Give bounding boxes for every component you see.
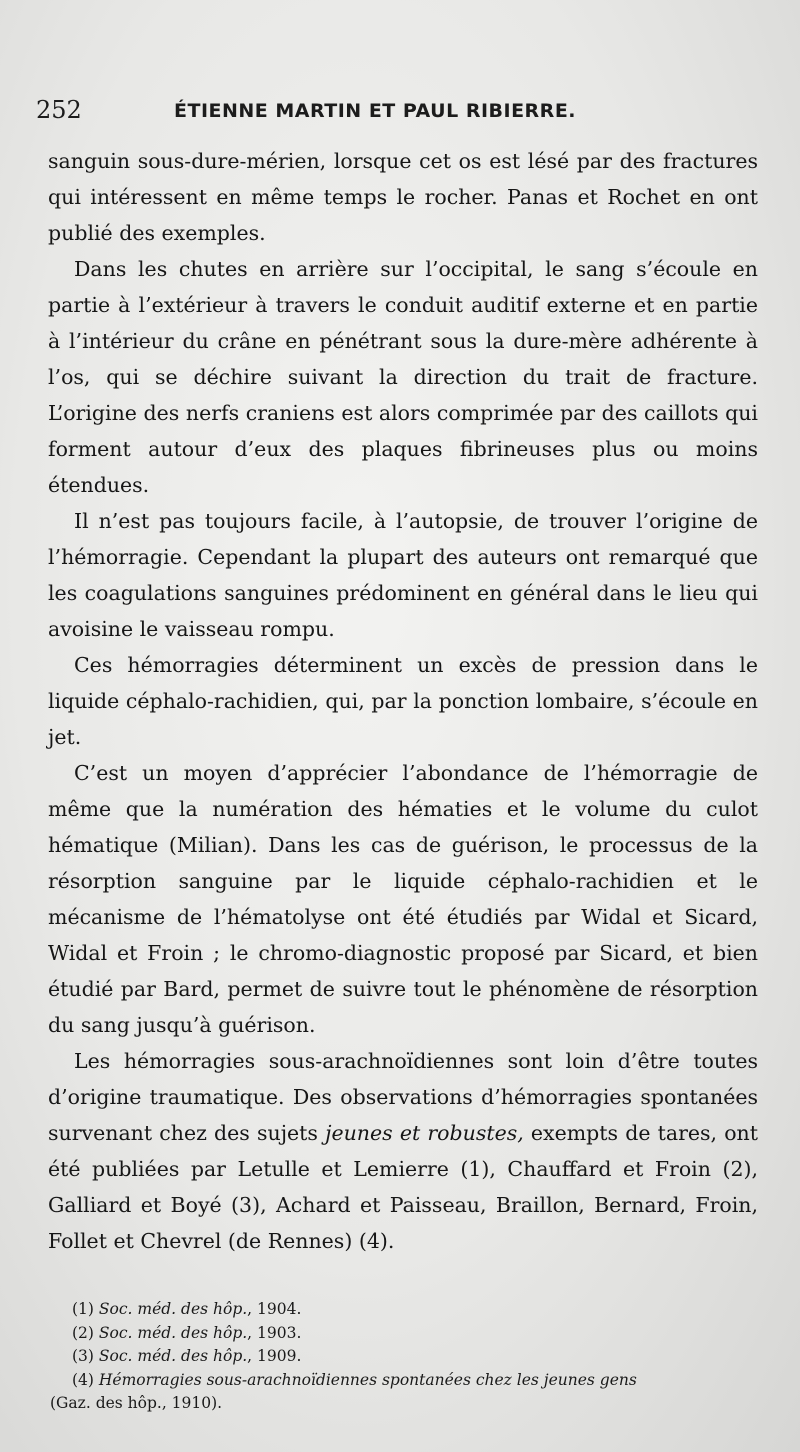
footnote-source: Soc. méd. des hôp. [98, 1347, 248, 1365]
paragraph-5: C’est un moyen d’apprécier l’abondance de l’hémorragie de même que la numération des hématies et le volume du culot hématique (Milian). Dans les cas de guérison, le processus de la résorption sanguine par le liquide céphalo-rachidien et le mécanisme de l’hématolyse ont été étudiés par Widal et Sicard, Widal et Froin ; le chromo-diagnostic proposé par Sicard, et bien étudié par Bard, permet de suivre tout le phénomène de résorption du sang jusqu’à guérison. [48, 761, 758, 1037]
footnote-3 [50, 1345, 762, 1369]
footnotes [50, 1298, 762, 1416]
running-head: ÉTIENNE MARTIN ET PAUL RIBIERRE. [174, 100, 577, 122]
footnote-year: , 1909. [247, 1347, 302, 1365]
footnote-year: , 1903. [247, 1323, 302, 1342]
paragraph-1: sanguin sous-dure-mérien, lorsque cet os est lésé par des fractures qui intéressent en même temps le rocher. Panas et Rochet en ont publié des exemples. [48, 149, 758, 245]
footnote-number: (1) [72, 1300, 99, 1318]
paragraph-2: Dans les chutes en arrière sur l’occipital, le sang s’écoule en partie à l’extérieur à travers le conduit auditif externe et en partie à l’intérieur du crâne en pénétrant sous la dure-mère adhérente à l’os, qui se déchire suivant la direction du trait de fracture. L’origine des nerfs craniens est alors comprimée par des caillots qui forment autour d’eux des plaques fibrineuses plus ou moins étendues. [48, 257, 758, 497]
footnote-4-continuation: (Gaz. des hôp., 1910). [50, 1394, 223, 1412]
paragraph-6 [48, 1043, 758, 1259]
paragraph-6-emphasis: jeunes et robustes, [325, 1121, 524, 1145]
footnote-4 [50, 1369, 762, 1393]
footnote-number: (2) [72, 1323, 99, 1342]
footnote-source: Soc. méd. des hôp. [98, 1300, 248, 1318]
footnote-number: (3) [72, 1347, 99, 1365]
footnote-2 [50, 1322, 762, 1346]
page-header [36, 96, 766, 136]
paragraph-6-part-1: Les hémorragies sous-arachnoïdiennes sont loin d’être toutes d’origine traumatique. Des observations d’hémorragies spontanées survenant chez des sujets [48, 1049, 758, 1145]
footnote-source: Hémorragies sous-arachnoïdiennes spontanées chez les jeunes gens [98, 1370, 637, 1389]
footnote-1 [50, 1298, 762, 1322]
footnote-source: Soc. méd. des hôp. [98, 1323, 248, 1342]
body-text [48, 143, 758, 1259]
paragraph-3: Il n’est pas toujours facile, à l’autopsie, de trouver l’origine de l’hémorragie. Cependant la plupart des auteurs ont remarqué que les coagulations sanguines prédominent en général dans le lieu qui avoisine le vaisseau rompu. [48, 509, 758, 641]
page-number: 252 [36, 96, 82, 124]
footnote-number: (4) [72, 1370, 99, 1389]
footnote-year: , 1904. [247, 1300, 302, 1318]
paragraph-4: Ces hémorragies déterminent un excès de pression dans le liquide céphalo-rachidien, qui, par la ponction lombaire, s’écoule en jet. [48, 653, 758, 749]
paragraph-6-part-2: exempts de tares, ont été publiées par Letulle et Lemierre (1), Chauffard et Froin (2), Galliard et Boyé (3), Achard et Paisseau, Braillon, Bernard, Froin, Follet et Chevrel (de Rennes) (4). [48, 1121, 759, 1253]
